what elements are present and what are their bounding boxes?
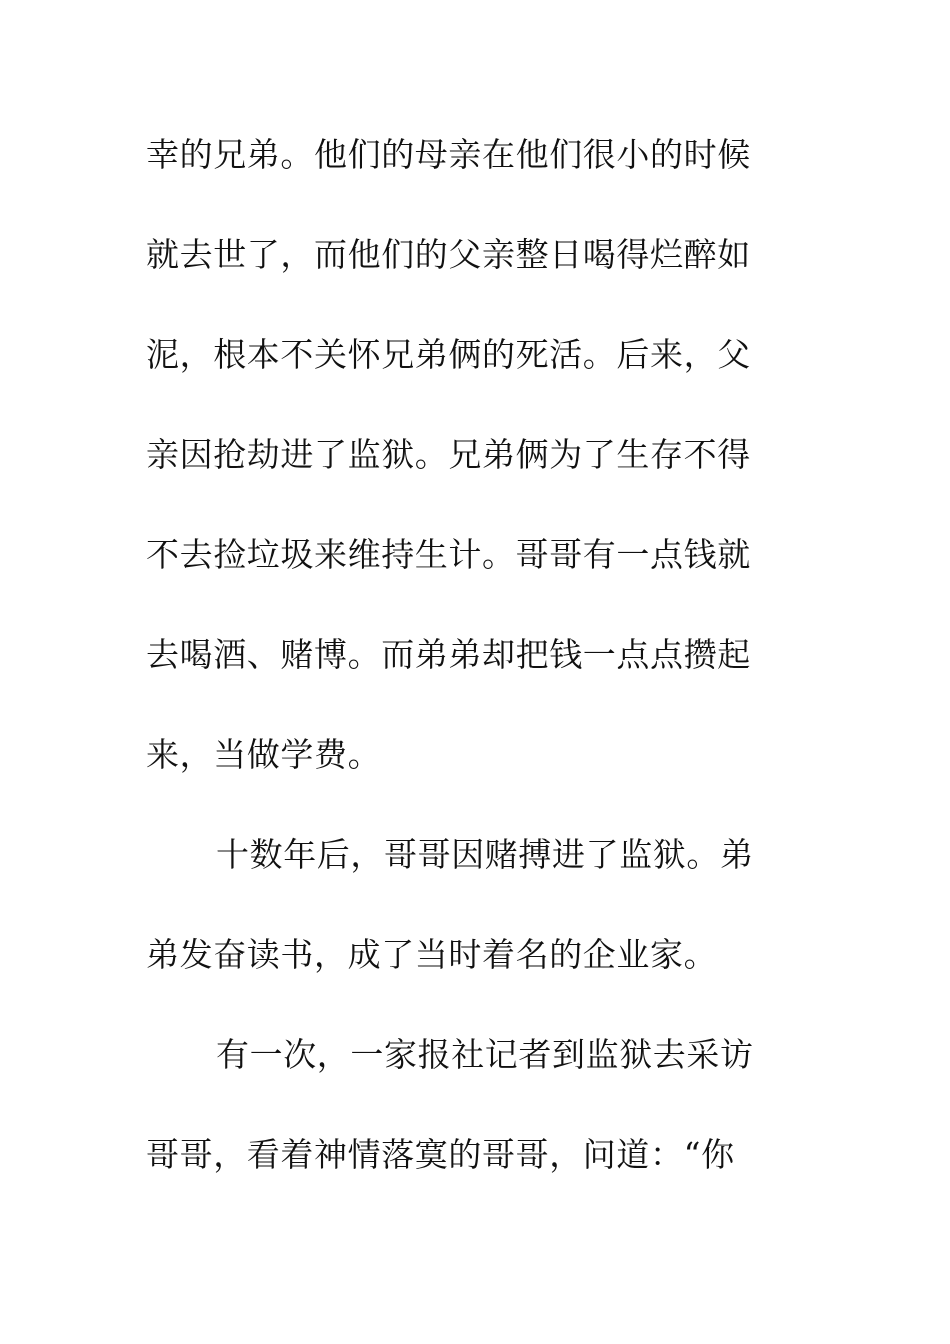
- text-line: 亲因抢劫进了监狱。兄弟俩为了生存不得: [146, 435, 751, 474]
- body-text: [146, 122, 786, 1222]
- text-line: 弟发奋读书，成了当时着名的企业家。: [146, 935, 718, 974]
- text-line: 来，当做学费。: [146, 735, 382, 774]
- text-line: 不去捡垃圾来维持生计。哥哥有一点钱就: [146, 535, 751, 574]
- text-line: 幸的兄弟。他们的母亲在他们很小的时候: [146, 135, 751, 174]
- text-line: 去喝酒、赌博。而弟弟却把钱一点点攒起: [146, 635, 751, 674]
- text-line: 就去世了，而他们的父亲整日喝得烂醉如: [146, 235, 751, 274]
- text-line: 哥哥，看着神情落寞的哥哥，问道：“你: [146, 1135, 735, 1174]
- text-line: 泥，根本不关怀兄弟俩的死活。后来，父: [146, 335, 751, 374]
- paragraph-start-line: 十数年后，哥哥因赌搏进了监狱。弟: [216, 835, 754, 874]
- paragraph-start-line: 有一次，一家报社记者到监狱去采访: [216, 1035, 754, 1074]
